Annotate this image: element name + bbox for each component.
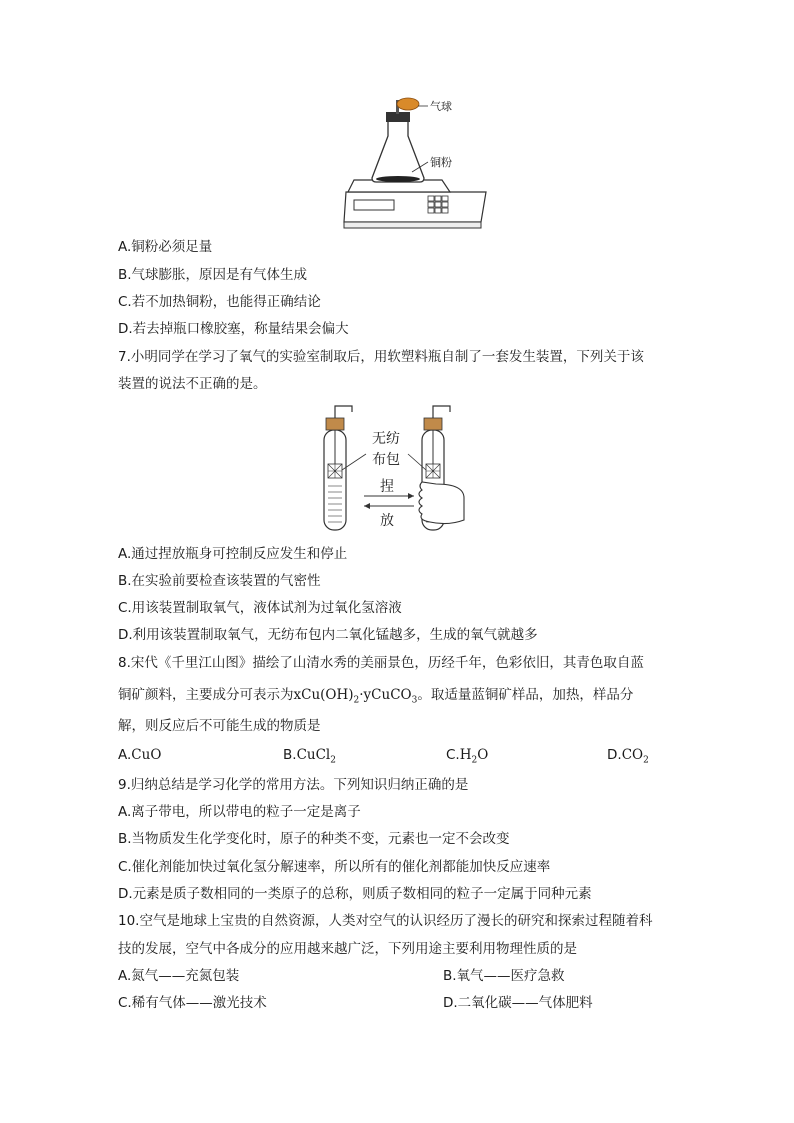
q8-stem-line1: 8.宋代《千里江山图》描绘了山清水秀的美丽景色，历经千年，色彩依旧，其青色取自蓝 bbox=[118, 655, 644, 671]
q8-formula bbox=[293, 687, 418, 706]
q8-option-c-sub: 2 bbox=[471, 755, 478, 766]
soft-bottle-apparatus-figure bbox=[318, 402, 468, 537]
q9-option-a: A.离子带电，所以带电的粒子一定是离子 bbox=[118, 804, 361, 820]
q9-option-d: D.元素是质子数相同的一类原子的总称，则质子数相同的粒子一定属于同种元素 bbox=[118, 886, 592, 902]
q8-formula-a: xCu(OH) bbox=[293, 687, 354, 703]
q7-option-d: D.利用该装置制取氧气，无纺布包内二氧化锰越多，生成的氧气就越多 bbox=[118, 627, 538, 643]
q8-stem-line2 bbox=[118, 686, 633, 710]
q8-option-d-prefix: D. bbox=[607, 747, 622, 763]
q6-option-b: B.气球膨胀，原因是有气体生成 bbox=[118, 267, 308, 283]
q7-stem-line1: 7.小明同学在学习了氧气的实验室制取后，用软塑料瓶自制了一套发生装置，下列关于该 bbox=[118, 349, 644, 365]
q8-formula-sub2: 3 bbox=[411, 695, 418, 706]
q6-option-c: C.若不加热铜粉，也能得正确结论 bbox=[118, 294, 321, 310]
q6-option-a: A.铜粉必须足量 bbox=[118, 239, 213, 255]
q10-stem-line2: 技的发展，空气中各成分的应用越来越广泛，下列用途主要利用物理性质的是 bbox=[118, 941, 577, 957]
q8-option-d-sub: 2 bbox=[643, 755, 649, 766]
q8-option-b bbox=[283, 746, 336, 770]
copper-label: 铜粉 bbox=[430, 156, 452, 169]
q8-option-c-tail: O bbox=[477, 747, 489, 763]
q7-stem-line2: 装置的说法不正确的是。 bbox=[118, 376, 267, 392]
q8-option-d-formula: CO bbox=[621, 747, 644, 763]
q8-formula-sub: 2 bbox=[353, 695, 360, 706]
q7-option-a: A.通过捏放瓶身可控制反应发生和停止 bbox=[118, 546, 348, 562]
q8-option-d bbox=[607, 746, 649, 770]
q8-option-a-prefix: A. bbox=[118, 747, 132, 763]
q8-stem-line2-b: 。取适量蓝铜矿样品，加热，样品分 bbox=[417, 687, 634, 703]
bag-label-line1: 无纺 bbox=[372, 431, 400, 447]
bag-label-line2: 布包 bbox=[372, 452, 400, 468]
balloon-label: 气球 bbox=[430, 100, 452, 113]
q8-stem-line3: 解，则反应后不可能生成的物质是 bbox=[118, 718, 321, 734]
q9-stem: 9.归纳总结是学习化学的常用方法。下列知识归纳正确的是 bbox=[118, 777, 469, 793]
q8-option-c bbox=[446, 746, 488, 770]
squeeze-label: 捏 bbox=[380, 479, 394, 495]
release-label: 放 bbox=[380, 513, 394, 529]
q10-stem-line1: 10.空气是地球上宝贵的自然资源，人类对空气的认识经历了漫长的研究和探索过程随着科 bbox=[118, 913, 653, 929]
balance-flask-drawing bbox=[336, 92, 496, 232]
q8-option-b-prefix: B. bbox=[283, 747, 297, 763]
q9-option-b: B.当物质发生化学变化时，原子的种类不变，元素也一定不会改变 bbox=[118, 831, 510, 847]
q7-option-b: B.在实验前要检查该装置的气密性 bbox=[118, 573, 321, 589]
q8-option-c-prefix: C. bbox=[446, 747, 460, 763]
q10-option-d: D.二氧化碳——气体肥料 bbox=[443, 995, 593, 1011]
q10-option-c: C.稀有气体——激光技术 bbox=[118, 995, 267, 1011]
q8-option-b-sub: 2 bbox=[330, 755, 336, 766]
q8-option-c-formula: H bbox=[459, 747, 472, 763]
q8-option-b-formula: CuCl bbox=[296, 747, 331, 763]
q7-option-c: C.用该装置制取氧气，液体试剂为过氧化氢溶液 bbox=[118, 600, 402, 616]
q10-option-b: B.氧气——医疗急救 bbox=[443, 968, 565, 984]
q8-stem-line2-a: 铜矿颜料，主要成分可表示为 bbox=[118, 687, 294, 703]
q8-option-a-formula: CuO bbox=[131, 747, 162, 763]
q8-formula-b: ·yCuCO bbox=[359, 687, 412, 703]
balance-flask-figure bbox=[336, 92, 496, 232]
q8-option-a bbox=[118, 746, 161, 764]
q6-option-d: D.若去掉瓶口橡胶塞，称量结果会偏大 bbox=[118, 321, 349, 337]
q10-option-a: A.氮气——充氮包装 bbox=[118, 968, 240, 984]
q9-option-c: C.催化剂能加快过氧化氢分解速率，所以所有的催化剂都能加快反应速率 bbox=[118, 859, 551, 875]
